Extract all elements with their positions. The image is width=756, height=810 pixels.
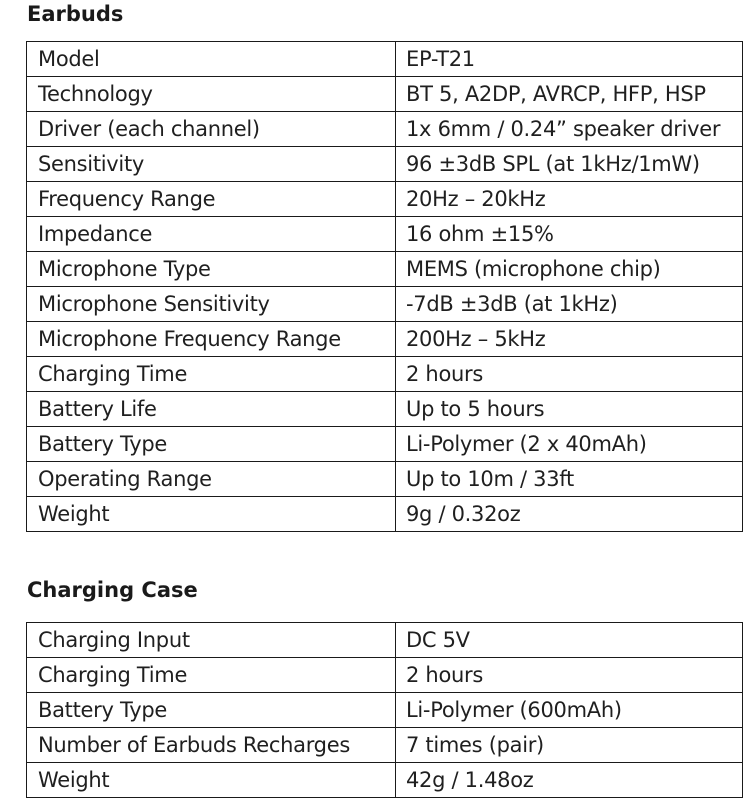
- spec-label: Microphone Type: [27, 252, 396, 287]
- table-row: [27, 322, 743, 357]
- spec-label: Model: [27, 42, 396, 77]
- table-row: [27, 693, 743, 728]
- spec-value: Li-Polymer (600mAh): [396, 693, 743, 728]
- spec-value: Li-Polymer (2 x 40mAh): [396, 427, 743, 462]
- spec-label: Microphone Frequency Range: [27, 322, 396, 357]
- table-row: [27, 182, 743, 217]
- spec-value: 200Hz – 5kHz: [396, 322, 743, 357]
- spec-value: Up to 5 hours: [396, 392, 743, 427]
- table-row: [27, 763, 743, 798]
- table-row: [27, 217, 743, 252]
- table-row: [27, 112, 743, 147]
- table-row: [27, 252, 743, 287]
- spec-value: EP-T21: [396, 42, 743, 77]
- spec-label: Impedance: [27, 217, 396, 252]
- spec-label: Technology: [27, 77, 396, 112]
- spec-label: Charging Time: [27, 658, 396, 693]
- table-row: [27, 42, 743, 77]
- table-row: [27, 427, 743, 462]
- spec-value: 2 hours: [396, 357, 743, 392]
- spec-label: Operating Range: [27, 462, 396, 497]
- earbuds-section-title: Earbuds: [27, 2, 124, 26]
- spec-label: Charging Time: [27, 357, 396, 392]
- spec-value: 9g / 0.32oz: [396, 497, 743, 532]
- charging-case-spec-table: [26, 622, 743, 798]
- table-row: [27, 287, 743, 322]
- table-row: [27, 728, 743, 763]
- spec-value: 1x 6mm / 0.24” speaker driver: [396, 112, 743, 147]
- table-row: [27, 623, 743, 658]
- charging-case-section-title: Charging Case: [27, 578, 198, 602]
- spec-label: Weight: [27, 497, 396, 532]
- spec-label: Weight: [27, 763, 396, 798]
- earbuds-spec-table: [26, 41, 743, 532]
- spec-value: Up to 10m / 33ft: [396, 462, 743, 497]
- table-row: [27, 147, 743, 182]
- spec-label: Driver (each channel): [27, 112, 396, 147]
- spec-value: 7 times (pair): [396, 728, 743, 763]
- table-row: [27, 77, 743, 112]
- spec-value: 20Hz – 20kHz: [396, 182, 743, 217]
- spec-label: Microphone Sensitivity: [27, 287, 396, 322]
- spec-value: 42g / 1.48oz: [396, 763, 743, 798]
- table-row: [27, 658, 743, 693]
- spec-label: Number of Earbuds Recharges: [27, 728, 396, 763]
- spec-label: Charging Input: [27, 623, 396, 658]
- spec-value: -7dB ±3dB (at 1kHz): [396, 287, 743, 322]
- table-row: [27, 462, 743, 497]
- spec-value: BT 5, A2DP, AVRCP, HFP, HSP: [396, 77, 743, 112]
- spec-value: DC 5V: [396, 623, 743, 658]
- table-row: [27, 392, 743, 427]
- spec-label: Battery Type: [27, 427, 396, 462]
- spec-label: Sensitivity: [27, 147, 396, 182]
- table-row: [27, 497, 743, 532]
- spec-label: Battery Type: [27, 693, 396, 728]
- spec-value: 2 hours: [396, 658, 743, 693]
- spec-value: MEMS (microphone chip): [396, 252, 743, 287]
- spec-value: 96 ±3dB SPL (at 1kHz/1mW): [396, 147, 743, 182]
- table-row: [27, 357, 743, 392]
- spec-value: 16 ohm ±15%: [396, 217, 743, 252]
- spec-label: Battery Life: [27, 392, 396, 427]
- spec-label: Frequency Range: [27, 182, 396, 217]
